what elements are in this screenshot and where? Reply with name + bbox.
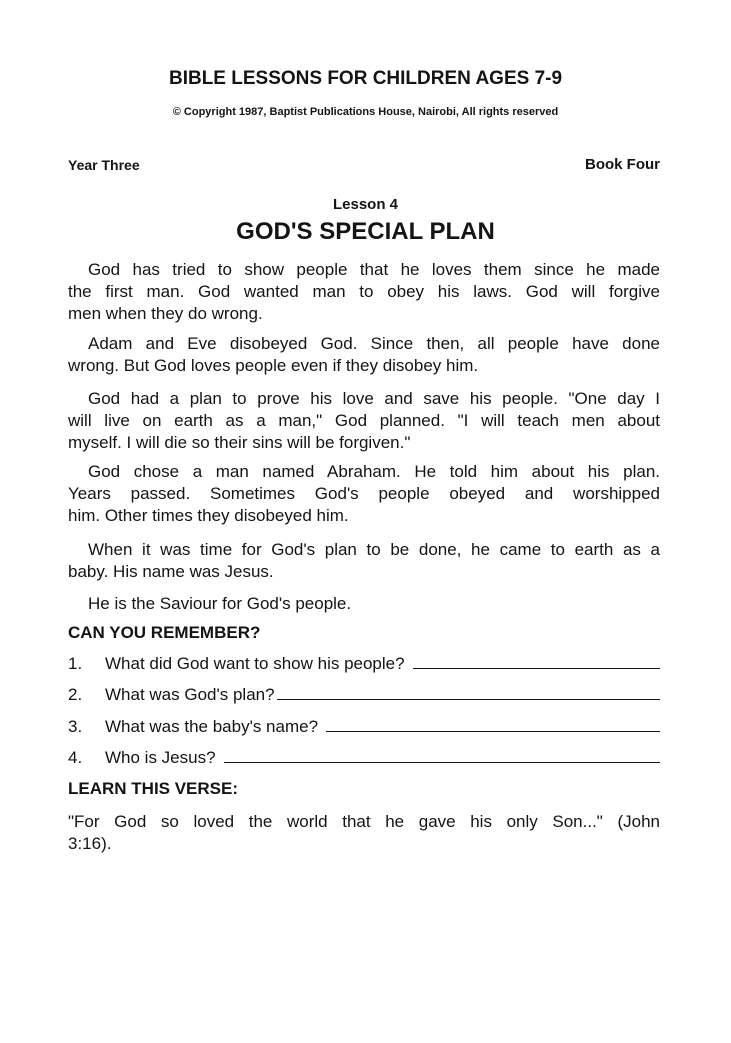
verse-line: "For God so loved the world that he gave his only Son..." (John xyxy=(68,812,660,831)
question-number: 4. xyxy=(68,748,83,767)
paragraph-line: He is the Saviour for God's people. xyxy=(88,594,352,613)
question-number: 1. xyxy=(68,654,83,673)
paragraph-line: the first man. God wanted man to obey his laws. God will forgive xyxy=(68,282,660,301)
answer-line[interactable] xyxy=(326,717,660,732)
question-text: Who is Jesus? xyxy=(105,748,216,767)
question-3 xyxy=(68,716,660,738)
question-text: What did God want to show his people? xyxy=(105,654,405,673)
series-title: BIBLE LESSONS FOR CHILDREN AGES 7-9 xyxy=(168,68,563,89)
question-number: 2. xyxy=(68,685,83,704)
question-text: What was God's plan? xyxy=(105,685,275,704)
lesson-number: Lesson 4 xyxy=(332,196,399,213)
paragraph-line: men when they do wrong. xyxy=(68,304,263,323)
question-1 xyxy=(68,653,660,675)
copyright: © Copyright 1987, Baptist Publications House, Nairobi, All rights reserved xyxy=(172,106,559,118)
question-number: 3. xyxy=(68,717,83,736)
paragraph-line: Adam and Eve disobeyed God. Since then, all people have done xyxy=(88,334,660,353)
paragraph-line: Years passed. Sometimes God's people obeyed and worshipped xyxy=(68,484,660,503)
paragraph-line: When it was time for God's plan to be done, he came to earth as a xyxy=(88,540,660,559)
answer-line[interactable] xyxy=(413,654,660,669)
verse-heading: LEARN THIS VERSE: xyxy=(68,779,239,798)
answer-line[interactable] xyxy=(277,685,660,700)
lesson-title: GOD'S SPECIAL PLAN xyxy=(236,218,495,245)
book-label: Book Four xyxy=(585,156,660,173)
answer-line[interactable] xyxy=(224,748,660,763)
remember-heading: CAN YOU REMEMBER? xyxy=(68,623,261,642)
paragraph-line: baby. His name was Jesus. xyxy=(68,562,274,581)
year-label: Year Three xyxy=(68,157,140,173)
paragraph-line: will live on earth as a man," God planned. "I will teach men about xyxy=(68,411,660,430)
paragraph-line: wrong. But God loves people even if they disobey him. xyxy=(68,356,479,375)
question-text: What was the baby's name? xyxy=(105,717,319,736)
paragraph-line: him. Other times they disobeyed him. xyxy=(68,506,349,525)
verse-line: 3:16). xyxy=(68,834,112,853)
paragraph-line: God chose a man named Abraham. He told him about his plan. xyxy=(88,462,660,481)
paragraph-line: God had a plan to prove his love and save his people. "One day I xyxy=(88,389,660,408)
paragraph-line: God has tried to show people that he loves them since he made xyxy=(88,260,660,279)
paragraph-line: myself. I will die so their sins will be forgiven." xyxy=(68,433,411,452)
question-4 xyxy=(68,747,660,769)
question-2 xyxy=(68,684,660,706)
